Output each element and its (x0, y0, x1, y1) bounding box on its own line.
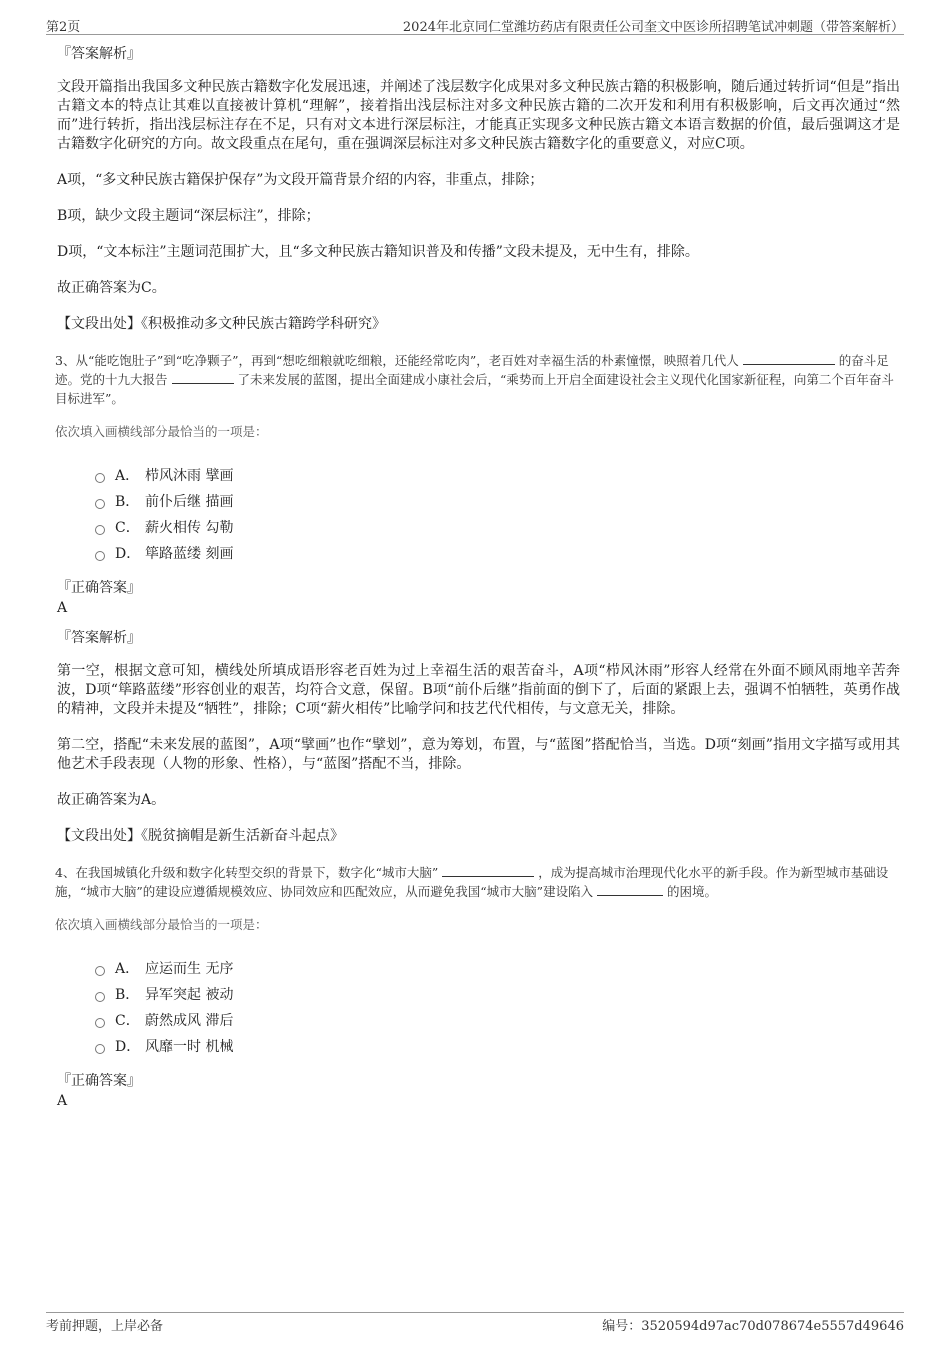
page-content (55, 44, 900, 1121)
radio-button[interactable] (95, 499, 105, 509)
correct-answer-label: 『正确答案』 (57, 580, 141, 596)
question-3-options (95, 462, 900, 566)
analysis-label: 『答案解析』 (57, 46, 141, 62)
option-a[interactable]: A． 应运而生 无序 (95, 955, 900, 981)
radio-button[interactable] (95, 966, 105, 976)
conclusion: 故正确答案为A。 (57, 792, 166, 808)
question-3-stem: 3、从“能吃饱肚子”到“吃净颗子”，再到“想吃细粮就吃细粮，还能经常吃肉”，老百姓对幸福生活的朴素憧憬，映照着几代人 的奋斗足迹。党的十九大报告 了未来发展的蓝图，提出全面建成小康社会后，“乘势而上开启全面建设社会主义现代化国家新征程，向第二个百年奋斗目标进军”。 (55, 353, 894, 406)
option-c[interactable]: C． 薪火相传 勾勒 (95, 514, 900, 540)
footer-slogan: 考前押题，上岸必备 (46, 1319, 164, 1334)
analysis-paragraph: D项，“文本标注”主题词范围扩大，且“多文种民族古籍知识普及和传播”文段未提及，无中生有，排除。 (57, 244, 699, 260)
source-citation: 【文段出处】《积极推动多文种民族古籍跨学科研究》 (57, 316, 386, 332)
fill-blank (172, 370, 234, 384)
radio-button[interactable] (95, 1044, 105, 1054)
document-code: 编号：3520594d97ac70d078674e5557d49646 (602, 1319, 904, 1334)
page-footer (46, 1312, 904, 1334)
analysis-paragraph: A项，“多文种民族古籍保护保存”为文段开篇背景介绍的内容，非重点，排除； (57, 172, 544, 188)
radio-button[interactable] (95, 525, 105, 535)
radio-button[interactable] (95, 473, 105, 483)
analysis-paragraph: B项，缺少文段主题词“深层标注”，排除； (57, 208, 320, 224)
page-number: 第2页 (46, 20, 81, 35)
question-4-stem: 4、在我国城镇化升级和数字化转型交织的背景下，数字化“城市大脑” ，成为提高城市治理现代化水平的新手段。作为新型城市基础设施，“城市大脑”的建设应遵循规模效应、协同效应和匹配效应，从而避免我国“城市大脑”建设陷入 的困境。 (55, 865, 889, 899)
correct-answer: A (57, 600, 68, 616)
analysis-paragraph: 第一空，根据文意可知，横线处所填成语形容老百姓为过上幸福生活的艰苦奋斗，A项“栉风沐雨”形容人经常在外面不顾风雨地辛苦奔波，D项“筚路蓝缕”形容创业的艰苦，均符合文意，保留。B项“前仆后继”指前面的倒下了，后面的紧跟上去，强调不怕牺牲，英勇作战的精神，文段并未提及“牺牲”，排除；C项“薪火相传”比喻学问和技艺代代相传，与文意无关，排除。 (57, 663, 900, 717)
radio-button[interactable] (95, 1018, 105, 1028)
option-a[interactable]: A． 栉风沐雨 擘画 (95, 462, 900, 488)
correct-answer-label: 『正确答案』 (57, 1073, 141, 1089)
option-b[interactable]: B． 前仆后继 描画 (95, 488, 900, 514)
option-d[interactable]: D． 风靡一时 机械 (95, 1033, 900, 1059)
radio-button[interactable] (95, 992, 105, 1002)
option-c[interactable]: C． 蔚然成风 滞后 (95, 1007, 900, 1033)
option-b[interactable]: B． 异军突起 被动 (95, 981, 900, 1007)
page-header (46, 14, 904, 35)
document-title: 2024年北京同仁堂潍坊药店有限责任公司奎文中医诊所招聘笔试冲刺题（带答案解析） (402, 20, 904, 35)
question-4-options (95, 955, 900, 1059)
question-prompt: 依次填入画横线部分最恰当的一项是： (55, 424, 268, 439)
fill-blank (442, 863, 534, 877)
fill-blank (743, 351, 835, 365)
fill-blank (597, 882, 663, 896)
correct-answer: A (57, 1093, 68, 1109)
radio-button[interactable] (95, 551, 105, 561)
source-citation: 【文段出处】《脱贫摘帽是新生活新奋斗起点》 (57, 828, 344, 844)
option-d[interactable]: D． 筚路蓝缕 刻画 (95, 540, 900, 566)
analysis-label: 『答案解析』 (57, 630, 141, 646)
analysis-paragraph: 文段开篇指出我国多文种民族古籍数字化发展迅速，并阐述了浅层数字化成果对多文种民族古籍的积极影响，随后通过转折词“但是”指出古籍文本的特点让其难以直接被计算机“理解”，接着指出浅层标注对多文种民族古籍的二次开发和利用有积极影响，后文再次通过“然而”进行转折，指出浅层标注存在不足，只有对文本进行深层标注，才能真正实现多文种民族古籍文本语言数据的价值，最后强调这才是古籍数字化研究的方向。故文段重点在尾句，重在强调深层标注对多文种民族古籍数字化的重要意义，对应C项。 (57, 79, 900, 152)
question-prompt: 依次填入画横线部分最恰当的一项是： (55, 917, 268, 932)
analysis-paragraph: 第二空，搭配“未来发展的蓝图”，A项“擘画”也作“擘划”，意为筹划，布置，与“蓝图”搭配恰当，当选。D项“刻画”指用文字描写或用其他艺术手段表现（人物的形象、性格），与“蓝图”搭配不当，排除。 (57, 737, 900, 772)
conclusion: 故正确答案为C。 (57, 280, 166, 296)
